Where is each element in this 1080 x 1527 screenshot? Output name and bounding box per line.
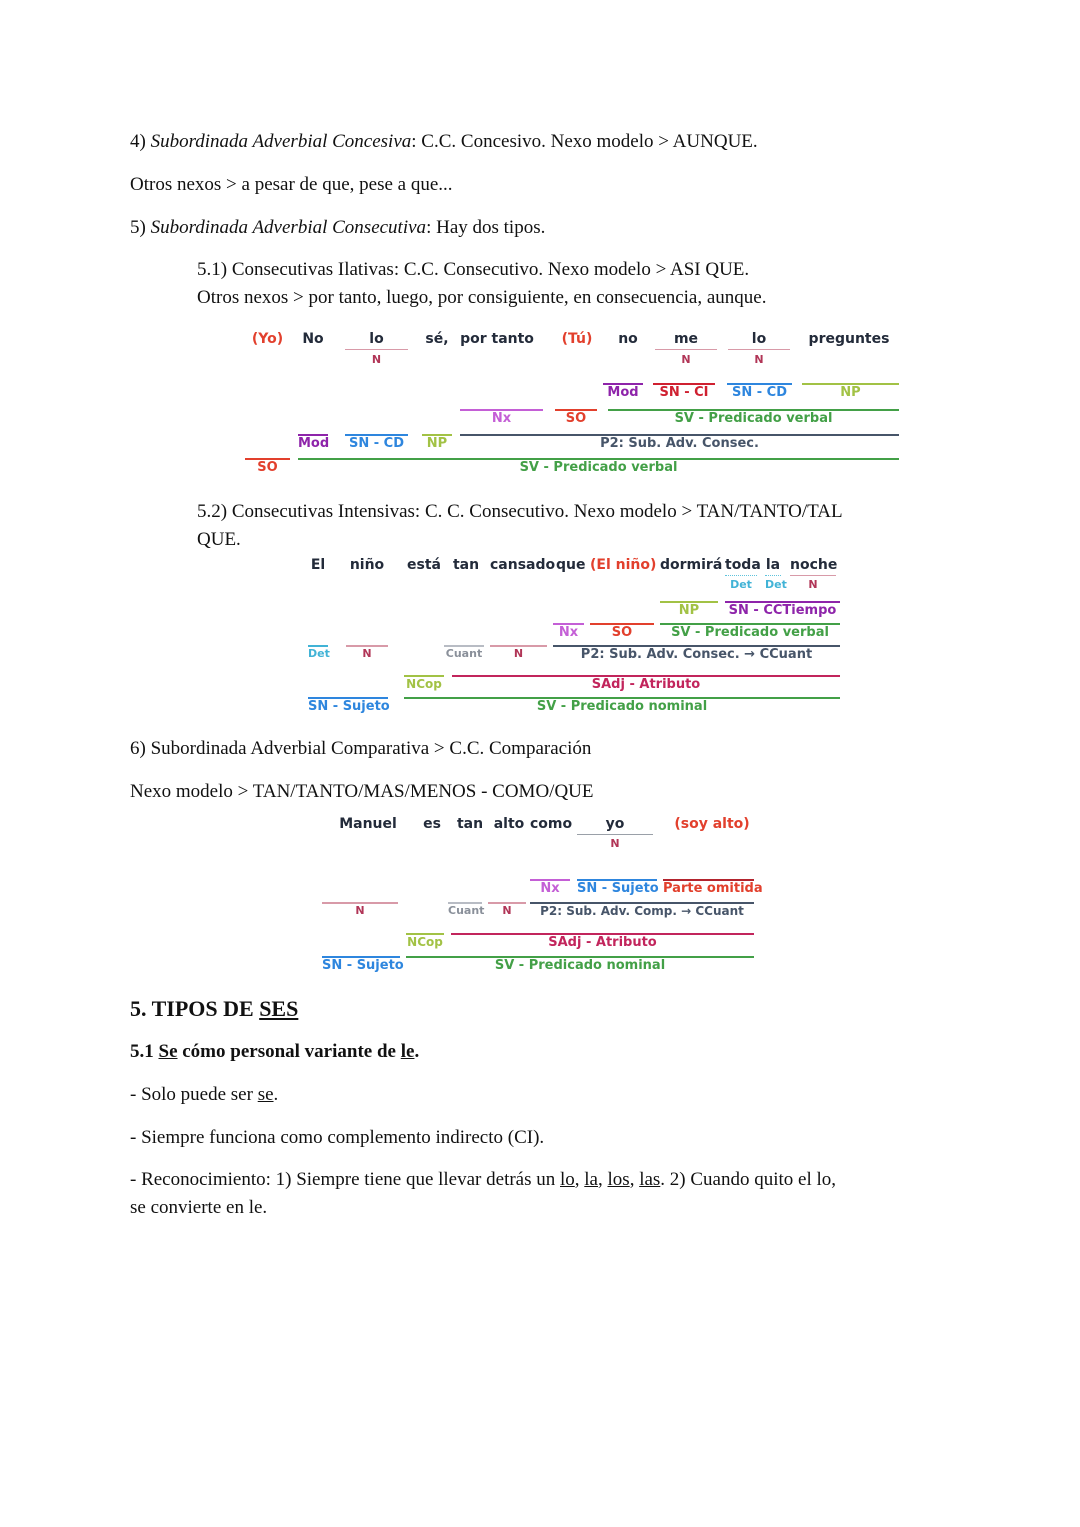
para-ilativas	[197, 258, 749, 282]
diagram-intensivas-niño: niño	[349, 557, 385, 573]
diagram-intensivas-np: NP	[660, 601, 718, 619]
diagram-ilativas-p2-sub-adv-consec: P2: Sub. Adv. Consec.	[460, 434, 899, 452]
diagram-comparativa-n: N	[610, 837, 620, 850]
diagram-intensivas-n: N	[808, 578, 818, 591]
para-reconocimiento-seg: - Reconocimiento: 1) Siempre tiene que llevar detrás un	[130, 1169, 560, 1190]
para-consecutiva-seg: Subordinada Adverbial Consecutiva	[150, 217, 427, 238]
diagram-ilativas-sé: sé,	[425, 331, 449, 347]
para-consecutiva	[130, 216, 545, 240]
diagram-ilativas-sv-predicado-verbal: SV - Predicado verbal	[298, 458, 899, 476]
para-reconocimiento	[130, 1168, 836, 1192]
diagram-intensivas-det: Det	[308, 647, 330, 660]
diagram-intensivas-toda: toda	[725, 557, 757, 576]
diagram-comparativa-sn-sujeto: SN - Sujeto	[577, 881, 659, 896]
diagram-ilativas-no: no	[618, 331, 638, 347]
diagram-comparativa-p2-sub-adv-comp-ccuant: P2: Sub. Adv. Comp. → CCuant	[530, 902, 754, 919]
diagram-comparativa	[322, 816, 763, 978]
diagram-ilativas-mod: Mod	[298, 436, 330, 451]
para-comparativa-nexos	[130, 780, 594, 804]
diagram-intensivas-noche: noche	[790, 557, 836, 576]
diagram-comparativa-yo: yo	[577, 816, 653, 835]
diagram-ilativas-n: N	[754, 353, 764, 366]
diagram-ilativas-sn-cd: SN - CD	[345, 434, 408, 452]
para-reconocimiento-seg: . 2) Cuando quito el lo,	[660, 1169, 837, 1190]
diagram-intensivas	[308, 557, 840, 719]
para-concesiva-seg: 4)	[130, 131, 151, 152]
para-reconocimiento-seg: los	[607, 1169, 630, 1190]
diagram-comparativa-ncop: NCop	[407, 935, 443, 949]
para-reconocimiento-seg: ,	[598, 1169, 608, 1190]
diagram-intensivas-so: SO	[590, 623, 654, 641]
diagram-comparativa-sn-sujeto: SN - Sujeto	[322, 958, 404, 973]
para-siempre-ci	[130, 1126, 544, 1150]
diagram-ilativas-sn-cd: SN - CD	[727, 383, 792, 401]
para-reconocimiento-2	[130, 1196, 267, 1220]
diagram-intensivas-está: está	[407, 557, 441, 573]
diagram-intensivas-que: que	[556, 557, 586, 573]
para-comparativa-nexos-seg: Nexo modelo > TAN/TANTO/MAS/MENOS - COMO/QUE	[130, 781, 594, 802]
para-reconocimiento-seg: ,	[574, 1169, 585, 1190]
diagram-ilativas	[245, 331, 899, 483]
diagram-comparativa-parte-omitida: Parte omitida	[663, 881, 763, 896]
heading-se-variante-le-seg: le	[400, 1041, 415, 1062]
para-reconocimiento-seg: ,	[629, 1169, 640, 1190]
para-concesiva-seg: : C.C. Concesivo. Nexo modelo > AUNQUE.	[411, 131, 758, 152]
diagram-ilativas-np: NP	[422, 434, 452, 452]
diagram-ilativas-mod: Mod	[603, 383, 643, 401]
diagram-intensivas-n: N	[346, 645, 388, 661]
para-reconocimiento-seg: la	[584, 1169, 598, 1190]
diagram-intensivas-sn-sujeto: SN - Sujeto	[308, 699, 390, 714]
heading-se-variante-le-seg: .	[414, 1041, 420, 1062]
para-consecutiva-seg: 5)	[130, 217, 151, 238]
para-solo-puede-ser-se-seg: .	[273, 1084, 279, 1105]
diagram-ilativas-me: me	[655, 331, 717, 350]
diagram-ilativas-np: NP	[802, 383, 899, 401]
diagram-ilativas-nx: Nx	[460, 409, 543, 427]
diagram-comparativa-nx: Nx	[530, 879, 570, 897]
para-solo-puede-ser-se	[130, 1083, 278, 1107]
diagram-intensivas-ncop: NCop	[404, 675, 444, 692]
diagram-ilativas-lo: lo	[345, 331, 408, 350]
heading-se-variante-le-seg: 5.1	[130, 1041, 159, 1062]
diagram-intensivas-sadj-atributo: SAdj - Atributo	[452, 675, 840, 693]
diagram-comparativa-alto: alto	[493, 816, 525, 832]
diagram-intensivas-dormirá: dormirá	[660, 557, 723, 573]
diagram-ilativas-preguntes: preguntes	[808, 331, 890, 347]
diagram-ilativas-sn-ci: SN - CI	[653, 383, 715, 401]
heading-se-variante-le	[130, 1040, 419, 1064]
diagram-comparativa-n: N	[488, 902, 526, 918]
diagram-intensivas-tan: tan	[452, 557, 480, 573]
diagram-ilativas-tú: (Tú)	[561, 331, 593, 347]
diagram-intensivas-det: Det	[730, 578, 752, 591]
para-solo-puede-ser-se-seg: se	[257, 1084, 274, 1105]
para-comparativa	[130, 737, 591, 761]
diagram-comparativa-soy-alto: (soy alto)	[674, 816, 750, 832]
diagram-comparativa-es: es	[423, 816, 441, 832]
diagram-comparativa-como: como	[530, 816, 573, 832]
diagram-ilativas-n: N	[371, 353, 382, 366]
para-concesiva-seg: Subordinada Adverbial Concesiva	[150, 131, 412, 152]
para-ilativas-nexos	[197, 286, 766, 310]
para-comparativa-seg: 6) Subordinada Adverbial Comparativa > C.C. Comparación	[130, 738, 592, 759]
heading-tipos-de-ses-seg: SES	[259, 996, 299, 1021]
diagram-ilativas-sv-predicado-verbal: SV - Predicado verbal	[608, 409, 899, 427]
diagram-comparativa-manuel: Manuel	[339, 816, 397, 832]
diagram-intensivas-cansado: cansado	[490, 557, 556, 573]
para-ilativas-seg: 5.1) Consecutivas Ilativas: C.C. Consecutivo. Nexo modelo > ASI QUE.	[197, 259, 750, 280]
diagram-intensivas-nx: Nx	[553, 623, 584, 641]
diagram-ilativas-por-tanto: por tanto	[460, 331, 534, 347]
diagram-ilativas-so: SO	[245, 458, 290, 476]
diagram-intensivas-p2-sub-adv-consec-ccuant: P2: Sub. Adv. Consec. → CCuant	[553, 645, 840, 663]
diagram-intensivas-el: El	[310, 557, 326, 573]
heading-tipos-de-ses-seg: 5. TIPOS DE	[130, 996, 260, 1021]
diagram-comparativa-sadj-atributo: SAdj - Atributo	[451, 933, 754, 951]
para-concesiva	[130, 130, 758, 154]
heading-tipos-de-ses	[130, 995, 298, 1023]
diagram-intensivas-cuant: Cuant	[445, 647, 483, 660]
heading-se-variante-le-seg: Se	[158, 1041, 178, 1062]
diagram-intensivas-el-niño: (El niño)	[590, 557, 657, 573]
para-intensivas-seg: 5.2) Consecutivas Intensivas: C. C. Consecutivo. Nexo modelo > TAN/TANTO/TAL	[197, 501, 843, 522]
diagram-intensivas-sn-cctiempo: SN - CCTiempo	[725, 601, 840, 619]
para-reconocimiento-seg: lo	[560, 1169, 575, 1190]
para-intensivas	[197, 500, 843, 524]
diagram-comparativa-cuant: Cuant	[448, 904, 485, 917]
diagram-comparativa-sv-predicado-nominal: SV - Predicado nominal	[406, 956, 754, 974]
diagram-intensivas-sv-predicado-nominal: SV - Predicado nominal	[404, 697, 840, 715]
diagram-ilativas-so: SO	[555, 409, 597, 427]
para-intensivas-2	[197, 528, 241, 552]
para-concesiva-nexos-seg: Otros nexos > a pesar de que, pese a que...	[130, 174, 453, 195]
heading-se-variante-le-seg: cómo personal variante de	[177, 1041, 401, 1062]
para-reconocimiento-2-seg: se convierte en le.	[130, 1197, 268, 1218]
diagram-comparativa-tan: tan	[456, 816, 484, 832]
diagram-ilativas-n: N	[681, 353, 691, 366]
diagram-ilativas-yo: (Yo)	[251, 331, 284, 347]
diagram-intensivas-la: la	[765, 557, 781, 576]
para-solo-puede-ser-se-seg: - Solo puede ser	[130, 1084, 258, 1105]
para-reconocimiento-seg: las	[639, 1169, 661, 1190]
para-consecutiva-seg: : Hay dos tipos.	[426, 217, 546, 238]
diagram-intensivas-sv-predicado-verbal: SV - Predicado verbal	[660, 623, 840, 641]
diagram-ilativas-no: No	[302, 331, 324, 347]
diagram-intensivas-n: N	[490, 645, 547, 661]
diagram-intensivas-det: Det	[765, 578, 787, 591]
diagram-comparativa-n: N	[322, 902, 398, 918]
para-concesiva-nexos	[130, 173, 453, 197]
para-siempre-ci-seg: - Siempre funciona como complemento indirecto (CI).	[130, 1127, 545, 1148]
para-ilativas-nexos-seg: Otros nexos > por tanto, luego, por consiguiente, en consecuencia, aunque.	[197, 287, 767, 308]
para-intensivas-2-seg: QUE.	[197, 529, 241, 550]
diagram-ilativas-lo: lo	[728, 331, 790, 350]
